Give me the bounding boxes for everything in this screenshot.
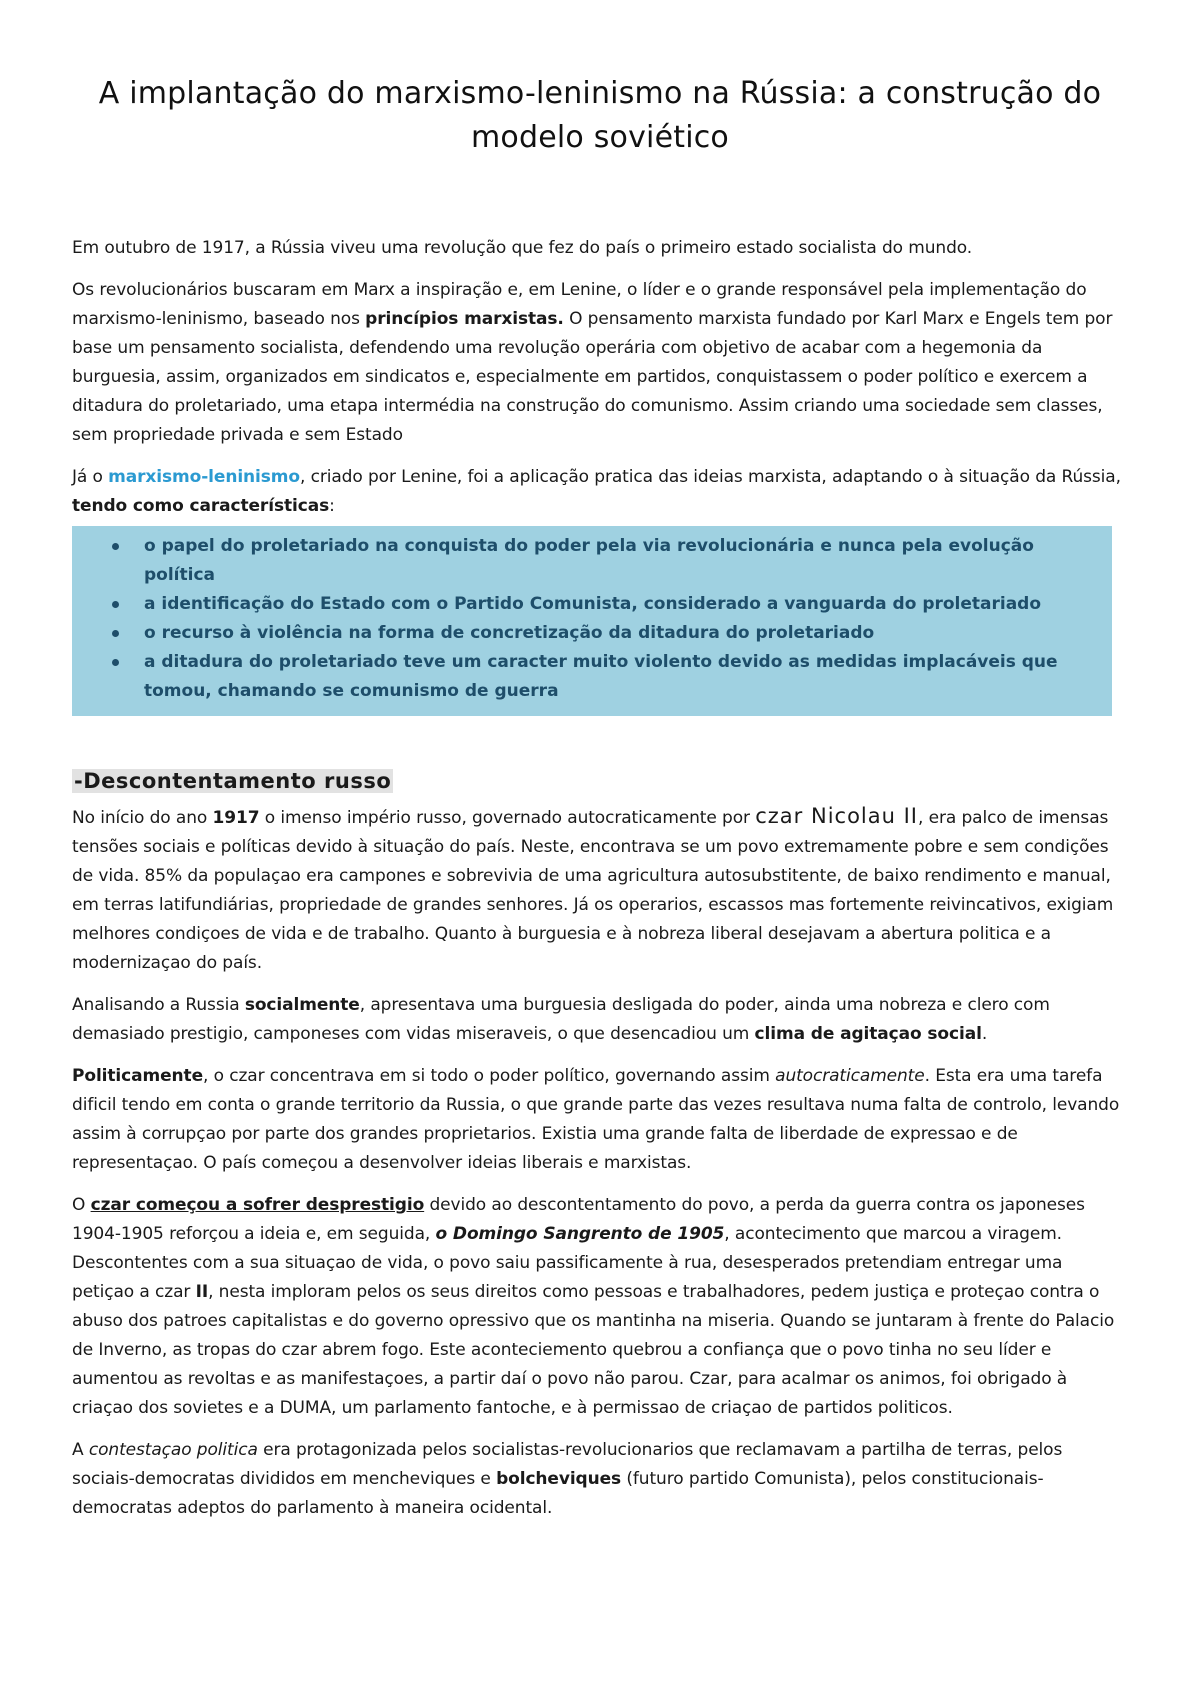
bold-text: socialmente: [244, 995, 360, 1015]
text-run: o imenso império russo, governado autocraticamente por: [259, 808, 756, 828]
list-item: [86, 532, 1098, 590]
text-run: , era palco de imensas tensões sociais e políticas devido à situação do país. Neste, encontrava se um povo extremamente pobre e sem condições de vida. 85% da populaçao era campones e sobrevivia de uma agricultura autosubstitente, de baixo rendimento e manual, em terras latifundiárias, propriedade de grandes senhores. Já os operarios, escassos mas fortemente reivincativos, exigiam melhores condiçoes de vida e de trabalho. Quanto à burguesia e à nobreza liberal desejavam a abertura politica e a modernizaçao do país.: [72, 808, 1114, 973]
text-run: O pensamento marxista fundado por Karl Marx e Engels tem por base um pensamento socialista, defendendo uma revolução operária com objetivo de acabar com a hegemonia da burguesia, assim, organizados em sindicatos e, especialmente em partidos, conquistassem o poder político e exercem a ditadura do proletariado, uma etapa intermédia na construção do comunismo. Assim criando uma sociedade sem classes, sem propriedade privada e sem Estado: [72, 309, 1113, 445]
highlight-term: marxismo-leninismo: [108, 467, 300, 487]
section-paragraph-1: [72, 802, 1128, 978]
text-run: Analisando a Russia: [72, 995, 245, 1015]
text-run: Os revolucionários buscaram em Marx a inspiração e, em Lenine, o líder e o grande responsável pela implementação do marxismo-leninismo, baseado nos: [72, 280, 1087, 329]
list-item-text: o papel do proletariado na conquista do poder pela via revolucionária e nunca pela evolução política: [144, 536, 1034, 585]
list-item: [86, 590, 1098, 619]
text-run: , apresentava uma burguesia desligada do poder, ainda uma nobreza e clero com demasiado prestigio, camponeses com vidas miseraveis, o que desencadiou um: [72, 995, 1050, 1044]
text-run: O: [72, 1195, 91, 1215]
intro-paragraph-2: [72, 276, 1128, 450]
text-run: devido ao descontentamento do povo, a perda da guerra contra os japoneses 1904-1905 reforçou a ideia e, em seguida,: [72, 1195, 1085, 1244]
bold-text: II: [195, 1282, 209, 1302]
text-run: . Esta era uma tarefa dificil tendo em conta o grande territorio da Russia, o que grande parte das vezes resultava numa falta de controlo, levando assim à corrupçao por parte dos grandes proprietarios. Existia uma grande falta de liberdade de expressao e de representaçao. O país começou a desenvolver ideias liberais e marxistas.: [72, 1066, 1120, 1173]
czar-name: czar Nicolau II: [755, 804, 918, 828]
characteristics-list: [86, 532, 1098, 706]
section-paragraph-4: [72, 1191, 1128, 1423]
characteristics-box: [72, 526, 1112, 716]
text-run: , o czar concentrava em si todo o poder político, governando assim: [203, 1066, 776, 1086]
bold-text: bolcheviques: [496, 1469, 622, 1489]
bullet-icon: [112, 543, 119, 550]
underlined-bold-text: czar começou a sofrer desprestigio: [90, 1195, 425, 1215]
italic-text: autocraticamente: [775, 1066, 925, 1086]
italic-bold-text: o Domingo Sangrento de 1905: [435, 1224, 725, 1244]
section-paragraph-2: [72, 991, 1128, 1049]
section-heading: [72, 766, 1128, 796]
section-paragraph-5: [72, 1436, 1128, 1523]
list-item: [86, 619, 1098, 648]
bold-text: tendo como características: [72, 496, 330, 516]
text-run: , criado por Lenine, foi a aplicação pratica das ideias marxista, adaptando o à situação da Rússia,: [300, 467, 1121, 487]
list-item: [86, 648, 1098, 706]
list-item-text: a ditadura do proletariado teve um caracter muito violento devido as medidas implacáveis que tomou, chamando se comunismo de guerra: [144, 652, 1058, 701]
list-item-text: o recurso à violência na forma de concretização da ditadura do proletariado: [144, 623, 875, 643]
list-item-text: a identificação do Estado com o Partido Comunista, considerado a vanguarda do proletariado: [144, 594, 1042, 614]
text-run: No início do ano: [72, 808, 213, 828]
bold-text: princípios marxistas.: [365, 309, 564, 329]
intro-paragraph-3: [72, 463, 1128, 521]
section-paragraph-3: [72, 1062, 1128, 1178]
text-run: , acontecimento que marcou a viragem. Descontentes com a sua situaçao de vida, o povo saiu passificamente à rua, desesperados pretendiam entregar uma petiçao a czar: [72, 1224, 1063, 1302]
italic-text: contestaçao politica: [88, 1440, 258, 1460]
text-run: Já o: [72, 467, 109, 487]
text-run: :: [329, 496, 335, 516]
bold-text: Politicamente: [72, 1066, 203, 1086]
bullet-icon: [112, 630, 119, 637]
bullet-icon: [112, 601, 119, 608]
section-heading-text: -Descontentamento russo: [74, 769, 392, 793]
intro-paragraph-1: Em outubro de 1917, a Rússia viveu uma revolução que fez do país o primeiro estado socialista do mundo.: [72, 238, 973, 258]
text-run: , nesta imploram pelos os seus direitos como pessoas e trabalhadores, pedem justiça e proteçao contra o abuso dos patroes capitalistas e do governo opressivo que os mantinha na miseria. Quando se juntaram à frente do Palacio de Inverno, as tropas do czar abrem fogo. Este aconteciemento quebrou a confiança que o povo tinha no seu líder e aumentou as revoltas e as manifestaçoes, a partir daí o povo não parou. Czar, para acalmar os animos, foi obrigado à criaçao dos sovietes e a DUMA, um parlamento fantoche, e à permissao de criaçao de partidos politicos.: [72, 1282, 1115, 1418]
document-page: [72, 0, 1128, 1523]
page-title: A implantação do marxismo-leninismo na Rússia: a construção do modelo soviético: [98, 76, 1102, 155]
text-run: (futuro partido Comunista), pelos constitucionais-democratas adeptos do parlamento à maneira ocidental.: [72, 1469, 1044, 1518]
bold-year: 1917: [212, 808, 260, 828]
text-run: era protagonizada pelos socialistas-revolucionarios que reclamavam a partilha de terras, pelos sociais-democratas divididos em mencheviques e: [72, 1440, 1063, 1489]
bullet-icon: [112, 659, 119, 666]
bold-text: clima de agitaçao social: [754, 1024, 982, 1044]
text-run: .: [981, 1024, 988, 1044]
text-run: A: [72, 1440, 89, 1460]
